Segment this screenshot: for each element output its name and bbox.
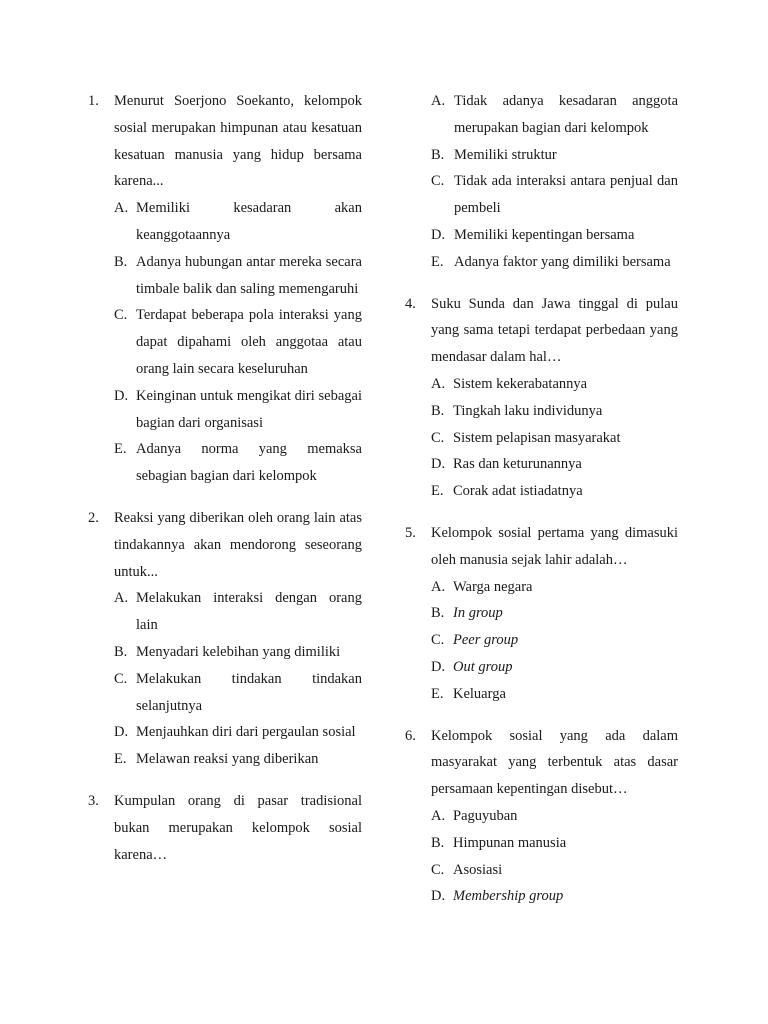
question-number: 3. xyxy=(88,792,99,809)
option-list xyxy=(114,585,362,773)
option-d: D. Out group xyxy=(431,658,513,675)
question-3-options xyxy=(405,88,678,276)
option-list xyxy=(431,88,678,276)
question-text: Kelompok sosial yang ada dalam masyarakat yang terbentuk atas dasar persamaan kepentingan disebut… xyxy=(431,727,678,798)
option-c: C. Tidak ada interaksi antara penjual dan pembeli xyxy=(431,173,678,217)
option-list xyxy=(114,195,362,490)
option-c: C. Sistem pelapisan masyarakat xyxy=(431,429,621,446)
option-a: A. Paguyuban xyxy=(431,807,518,824)
option-b: B. Tingkah laku individunya xyxy=(431,402,603,419)
question-1 xyxy=(88,88,362,490)
question-text: Kelompok sosial pertama yang dimasuki oleh manusia sejak lahir adalah… xyxy=(431,524,678,568)
option-e: E. Adanya faktor yang dimiliki bersama xyxy=(431,253,671,270)
question-number: 2. xyxy=(88,509,99,526)
option-a: A. Melakukan interaksi dengan orang lain xyxy=(114,590,362,634)
option-c: C. Asosiasi xyxy=(431,861,503,878)
column-right xyxy=(405,88,678,910)
option-d: D. Menjauhkan diri dari pergaulan sosial xyxy=(114,724,356,741)
column-left xyxy=(88,88,362,868)
question-number: 4. xyxy=(405,295,416,312)
option-c: C. Peer group xyxy=(431,632,519,649)
option-e: E. Corak adat istiadatnya xyxy=(431,483,583,500)
option-a: A. Sistem kekerabatannya xyxy=(431,375,588,392)
question-number: 5. xyxy=(405,524,416,541)
question-5 xyxy=(405,520,678,708)
option-a: A. Memiliki kesadaran akan keanggotaannya xyxy=(114,200,362,243)
option-d: D. Memiliki kepentingan bersama xyxy=(431,226,635,243)
option-e: E. Melawan reaksi yang diberikan xyxy=(114,751,319,768)
option-list xyxy=(431,803,678,910)
question-2 xyxy=(88,505,362,773)
option-list xyxy=(431,371,678,505)
option-list xyxy=(431,574,678,708)
question-4 xyxy=(405,291,678,505)
option-b: B. Adanya hubungan antar mereka secara timbale balik dan saling memengaruhi xyxy=(114,253,362,297)
option-b: B. Memiliki struktur xyxy=(431,146,557,163)
option-c: C. Terdapat beberapa pola interaksi yang dapat dipahami oleh anggotaa atau orang lain secara keseluruhan xyxy=(114,307,362,377)
question-text: Suku Sunda dan Jawa tinggal di pulau yang sama tetapi terdapat perbedaan yang mendasar dalam hal… xyxy=(431,295,678,366)
question-number: 1. xyxy=(88,93,99,109)
option-e: E. Keluarga xyxy=(431,685,506,702)
option-d: D. Membership group xyxy=(431,888,564,905)
question-6 xyxy=(405,723,678,911)
option-b: B. Himpunan manusia xyxy=(431,834,567,851)
option-b: B. In group xyxy=(431,605,503,622)
option-d: D. Ras dan keturunannya xyxy=(431,456,582,473)
option-c: C. Melakukan tindakan tindakan selanjutnya xyxy=(114,670,362,714)
option-b: B. Menyadari kelebihan yang dimiliki xyxy=(114,643,341,660)
question-text: Menurut Soerjono Soekanto, kelompok sosial merupakan himpunan atau kesatuan kesatuan manusia yang hidup bersama karena... xyxy=(114,93,362,190)
option-d: D. Keinginan untuk mengikat diri sebagai bagian dari organisasi xyxy=(114,387,362,431)
question-number: 6. xyxy=(405,727,416,744)
option-e: E. Adanya norma yang memaksa sebagian bagian dari kelompok xyxy=(114,441,362,485)
question-3 xyxy=(88,788,362,868)
question-text: Kumpulan orang di pasar tradisional bukan merupakan kelompok sosial karena… xyxy=(114,792,362,863)
question-text: Reaksi yang diberikan oleh orang lain atas tindakannya akan mendorong seseorang untuk... xyxy=(114,509,362,580)
option-a: A. Warga negara xyxy=(431,578,533,595)
option-a: A. Tidak adanya kesadaran anggota merupakan bagian dari kelompok xyxy=(431,93,678,136)
